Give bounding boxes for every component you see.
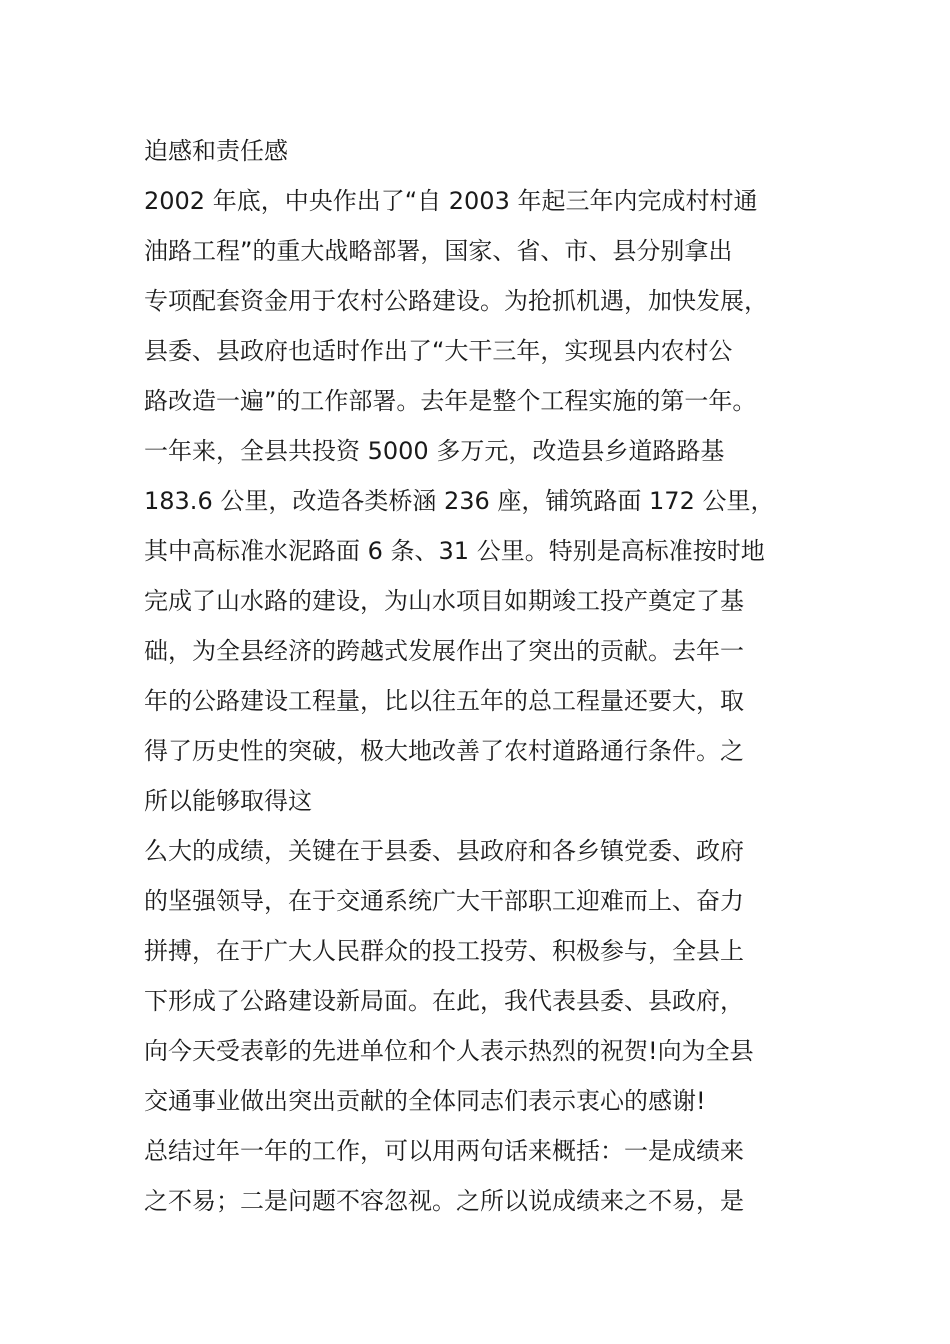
text-line: 之不易；二是问题不容忽视。之所以说成绩来之不易，是 — [144, 1187, 744, 1215]
text-line: 所以能够取得这 — [144, 787, 312, 815]
text-line: 专项配套资金用于农村公路建设。为抢抓机遇，加快发展， — [144, 287, 768, 315]
text-line: 迫感和责任感 — [144, 137, 288, 165]
text-line: 得了历史性的突破，极大地改善了农村道路通行条件。之 — [144, 737, 744, 765]
text-line: 下形成了公路建设新局面。在此，我代表县委、县政府， — [144, 987, 744, 1015]
text-line: 一年来，全县共投资 5000 多万元，改造县乡道路路基 — [144, 437, 725, 465]
text-line: 么大的成绩，关键在于县委、县政府和各乡镇党委、政府 — [144, 837, 744, 865]
text-line: 183.6 公里，改造各类桥涵 236 座，铺筑路面 172 公里， — [144, 487, 775, 515]
text-line: 交通事业做出突出贡献的全体同志们表示衷心的感谢! — [144, 1087, 706, 1115]
text-line: 油路工程”的重大战略部署，国家、省、市、县分别拿出 — [144, 237, 733, 265]
text-line: 础，为全县经济的跨越式发展作出了突出的贡献。去年一 — [144, 637, 744, 665]
text-line: 向今天受表彰的先进单位和个人表示热烈的祝贺!向为全县 — [144, 1037, 754, 1065]
document-body — [144, 126, 814, 1226]
text-line: 2002 年底，中央作出了“自 2003 年起三年内完成村村通 — [144, 187, 758, 215]
text-line: 路改造一遍”的工作部署。去年是整个工程实施的第一年。 — [144, 387, 757, 415]
text-line: 拼搏，在于广大人民群众的投工投劳、积极参与，全县上 — [144, 937, 744, 965]
text-line: 县委、县政府也适时作出了“大干三年，实现县内农村公 — [144, 337, 733, 365]
text-line: 的坚强领导，在于交通系统广大干部职工迎难而上、奋力 — [144, 887, 744, 915]
text-line: 其中高标准水泥路面 6 条、31 公里。特别是高标准按时地 — [144, 537, 765, 565]
text-line: 年的公路建设工程量，比以往五年的总工程量还要大，取 — [144, 687, 744, 715]
text-line: 总结过年一年的工作，可以用两句话来概括：一是成绩来 — [144, 1137, 744, 1165]
text-line: 完成了山水路的建设，为山水项目如期竣工投产奠定了基 — [144, 587, 744, 615]
